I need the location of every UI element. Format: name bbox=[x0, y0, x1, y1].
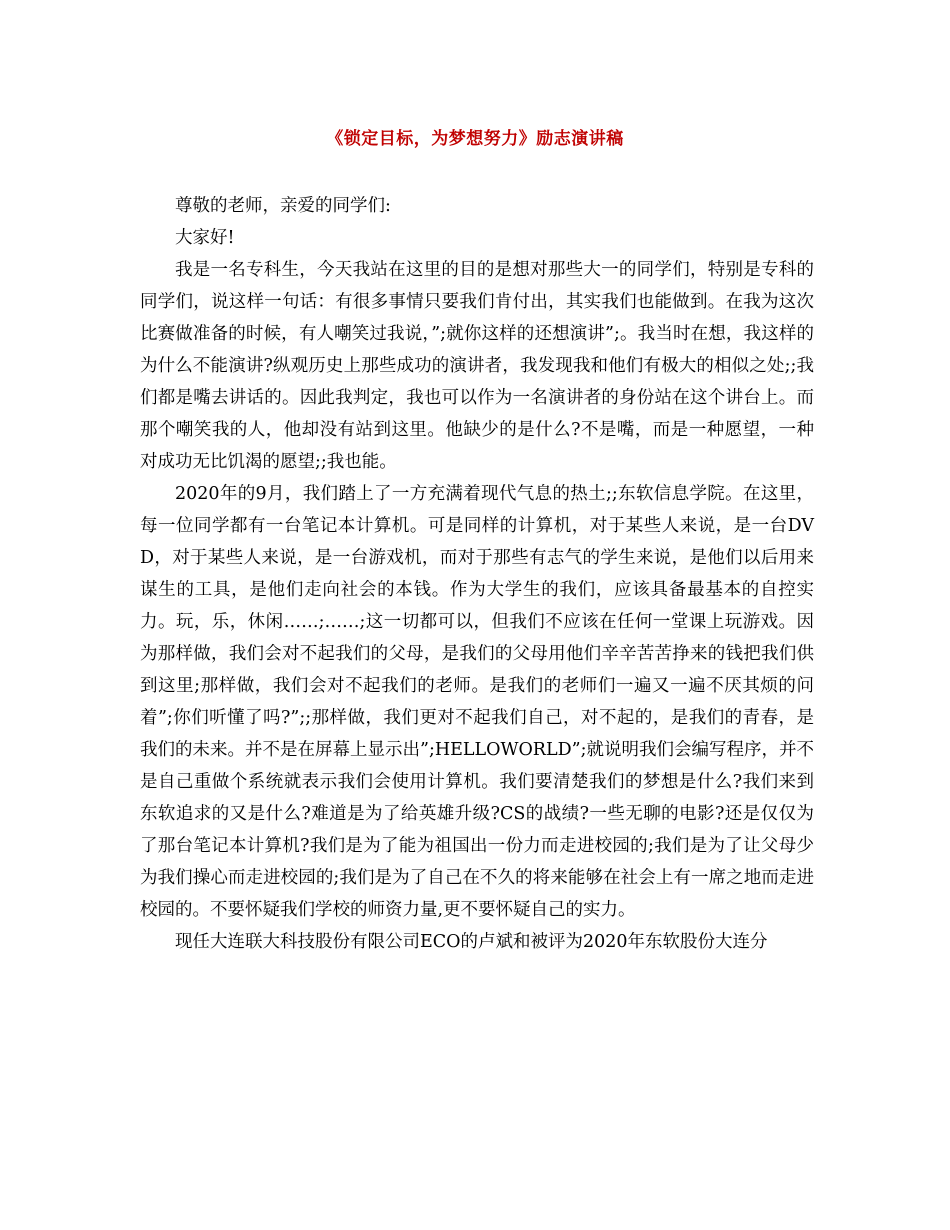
document-title: 《锁定目标，为梦想努力》励志演讲稿 bbox=[326, 129, 624, 149]
salutation-paragraph: 尊敬的老师，亲爱的同学们: bbox=[175, 196, 391, 216]
greeting-paragraph: 大家好! bbox=[175, 228, 235, 248]
document-body bbox=[140, 190, 814, 958]
body-paragraph: 现任大连联大科技股份有限公司ECO的卢斌和被评为2020年东软股份大连分 bbox=[175, 932, 768, 952]
body-paragraph: 我是一名专科生，今天我站在这里的目的是想对那些大一的同学们，特别是专科的同学们，说这样一句话：有很多事情只要我们肯付出，其实我们也能做到。在我为这次比赛做准备的时候，有人嘲笑过我说，”;就你这样的还想演讲”;。我当时在想，我这样的为什么不能演讲?纵观历史上那些成功的演讲者，我发现我和他们有极大的相似之处;;我们都是嘴去讲话的。因此我判定，我也可以作为一名演讲者的身份站在这个讲台上。而那个嘲笑我的人，他却没有站到这里。他缺少的是什么?不是嘴，而是一种愿望，一种对成功无比饥渴的愿望;;我也能。 bbox=[140, 260, 814, 472]
body-paragraph: 2020年的9月，我们踏上了一方充满着现代气息的热土;;东软信息学院。在这里，每一位同学都有一台笔记本计算机。可是同样的计算机，对于某些人来说，是一台DVD，对于某些人来说，是一台游戏机，而对于那些有志气的学生来说，是他们以后用来谋生的工具，是他们走向社会的本钱。作为大学生的我们，应该具备最基本的自控实力。玩，乐，休闲……;……;这一切都可以，但我们不应该在任何一堂课上玩游戏。因为那样做，我们会对不起我们的父母，是我们的父母用他们辛辛苦苦挣来的钱把我们供到这里;那样做，我们会对不起我们的老师。是我们的老师们一遍又一遍不厌其烦的问着”;你们听懂了吗?”;;那样做，我们更对不起我们自己，对不起的，是我们的青春，是我们的未来。并不是在屏幕上显示出”;HELLOWORLD”;就说明我们会编写程序，并不是自己重做个系统就表示我们会使用计算机。我们要清楚我们的梦想是什么?我们来到东软追求的又是什么?难道是为了给英雄升级?CS的战绩?一些无聊的电影?还是仅仅为了那台笔记本计算机?我们是为了能为祖国出一份力而走进校园的;我们是为了让父母少为我们操心而走进校园的;我们是为了自己在不久的将来能够在社会上有一席之地而走进校园的。不要怀疑我们学校的师资力量,更不要怀疑自己的实力。 bbox=[140, 484, 814, 920]
